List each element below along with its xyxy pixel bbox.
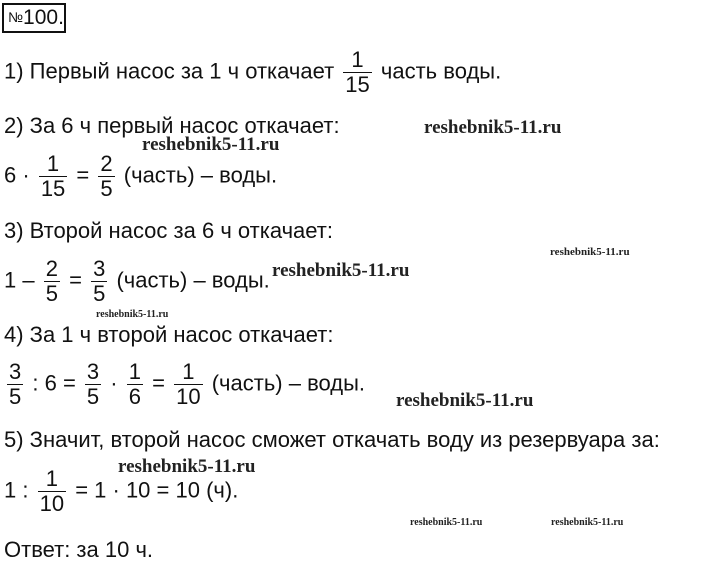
watermark: reshebnik5-11.ru bbox=[551, 517, 624, 528]
fraction: $\frac{1}{6}$ bbox=[128, 359, 141, 409]
step-5-equation: 1 : $\frac{1}{10}$ = 1 · 10 = 10 (ч). bbox=[4, 466, 239, 516]
step-4: 4) За 1 ч второй насос откачает: bbox=[4, 322, 334, 347]
watermark: reshebnik5-11.ru bbox=[410, 517, 483, 528]
watermark: reshebnik5-11.ru bbox=[272, 260, 410, 281]
watermark: reshebnik5-11.ru bbox=[118, 456, 256, 477]
problem-number-box bbox=[2, 3, 66, 33]
fraction: $\frac{3}{5}$ bbox=[86, 359, 100, 409]
step-5: 5) Значит, второй насос сможет откачать воду из резервуара за: bbox=[4, 427, 660, 452]
fraction: $\frac{3}{5}$ bbox=[93, 256, 106, 306]
fraction: $\frac{1}{15}$ bbox=[40, 151, 66, 201]
fraction: $\frac{1}{10}$ bbox=[39, 466, 65, 516]
fraction: $\frac{2}{5}$ bbox=[45, 256, 58, 306]
number-sign: № bbox=[8, 9, 24, 25]
fraction: $\frac{1}{15}$ bbox=[345, 47, 370, 97]
step-2: 2) За 6 ч первый насос откачает: bbox=[4, 113, 340, 138]
step-3: 3) Второй насос за 6 ч откачает: bbox=[4, 218, 333, 243]
fraction: $\frac{2}{5}$ bbox=[100, 151, 113, 201]
step-4-equation: $\frac{3}{5}$ : 6 = $\frac{3}{5}$ · $\frac{1}{6}$ = $\frac{1}{10}$ (часть) – воды. bbox=[9, 359, 366, 409]
step-1 bbox=[4, 48, 501, 97]
step-1-tail: часть воды. bbox=[380, 58, 502, 84]
watermark: reshebnik5-11.ru bbox=[550, 246, 630, 258]
fraction: $\frac{1}{10}$ bbox=[176, 359, 201, 409]
problem-number: 100. bbox=[23, 6, 64, 29]
step-1-text: 1) Первый насос за 1 ч откачает bbox=[4, 58, 335, 84]
step-2-equation: 6 · $\frac{1}{15}$ = $\frac{2}{5}$ (часть) – воды. bbox=[4, 151, 278, 201]
step-3-equation: 1 – $\frac{2}{5}$ = $\frac{3}{5}$ (часть) – воды. bbox=[4, 256, 270, 306]
watermark: reshebnik5-11.ru bbox=[142, 134, 280, 155]
answer: Ответ: за 10 ч. bbox=[4, 537, 154, 562]
watermark: reshebnik5-11.ru bbox=[96, 309, 169, 320]
watermark: reshebnik5-11.ru bbox=[424, 117, 562, 138]
fraction: $\frac{3}{5}$ bbox=[9, 359, 22, 409]
watermark: reshebnik5-11.ru bbox=[396, 390, 534, 411]
